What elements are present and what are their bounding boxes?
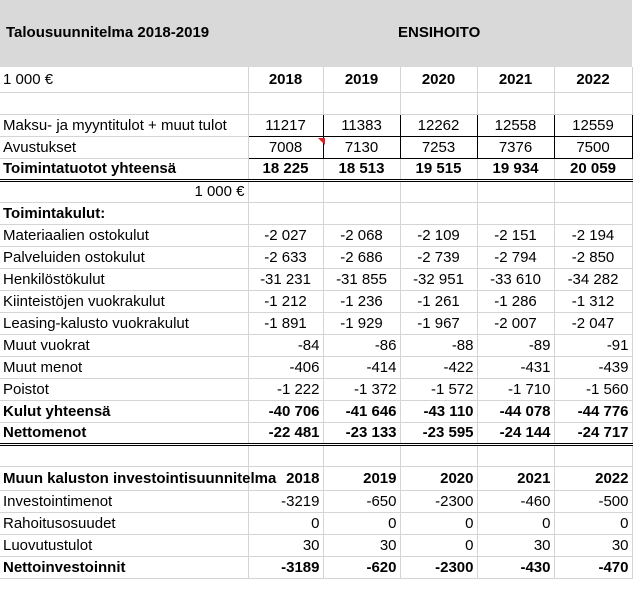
value-cell: -439: [554, 356, 632, 378]
value-cell: -31 855: [323, 268, 400, 290]
value-cell: 30: [554, 534, 632, 556]
unit-row: [0, 180, 632, 202]
value-cell: 11383: [323, 114, 400, 136]
value-cell: -24 717: [554, 422, 632, 444]
value-cell: 11217: [248, 114, 323, 136]
value-cell: -33 610: [477, 268, 554, 290]
value-cell: 0: [400, 534, 477, 556]
value-cell: 30: [323, 534, 400, 556]
value-cell: -40 706: [248, 400, 323, 422]
empty-row: [0, 92, 632, 114]
value-cell: 18 513: [323, 158, 400, 180]
value-cell: -406: [248, 356, 323, 378]
value-cell: -31 231: [248, 268, 323, 290]
row-label: Muut vuokrat: [0, 334, 248, 356]
value-cell: -1 212: [248, 290, 323, 312]
expense-row: [0, 312, 632, 334]
row-label: Nettomenot: [0, 422, 248, 444]
investment-row: [0, 534, 632, 556]
year-cell: 2019: [323, 466, 400, 490]
value-cell: -2 151: [477, 224, 554, 246]
budget-table: [0, 67, 633, 579]
value-cell: 7008: [248, 136, 323, 158]
value-cell: -34 282: [554, 268, 632, 290]
value-cell: -86: [323, 334, 400, 356]
value-cell: 7376: [477, 136, 554, 158]
value-cell: -84: [248, 334, 323, 356]
year-cell: 2018: [248, 466, 323, 490]
expense-row: [0, 356, 632, 378]
value-cell: 20 059: [554, 158, 632, 180]
value-cell: -1 891: [248, 312, 323, 334]
value-cell: 0: [400, 512, 477, 534]
year-cell: 2021: [477, 67, 554, 92]
row-label: Leasing-kalusto vuokrakulut: [0, 312, 248, 334]
value-cell: -2 739: [400, 246, 477, 268]
value-cell: -430: [477, 556, 554, 578]
year-cell: 2020: [400, 466, 477, 490]
value-cell: -460: [477, 490, 554, 512]
comment-indicator-icon[interactable]: [318, 138, 325, 145]
value-cell: 12558: [477, 114, 554, 136]
row-label: Toimintatuotot yhteensä: [0, 158, 248, 180]
sheet-header: [0, 0, 632, 67]
value-cell: -1 286: [477, 290, 554, 312]
value-cell: 12262: [400, 114, 477, 136]
row-label: Materiaalien ostokulut: [0, 224, 248, 246]
row-label: Palveluiden ostokulut: [0, 246, 248, 268]
value-cell: -1 312: [554, 290, 632, 312]
expense-row: [0, 268, 632, 290]
value-cell: -2 686: [323, 246, 400, 268]
row-label: Avustukset: [0, 136, 248, 158]
value-cell: -1 560: [554, 378, 632, 400]
value-cell: 7253: [400, 136, 477, 158]
value-cell: 30: [248, 534, 323, 556]
value-cell: -2 068: [323, 224, 400, 246]
value-cell: -2 850: [554, 246, 632, 268]
value-cell: 19 515: [400, 158, 477, 180]
value-cell: -1 572: [400, 378, 477, 400]
value-cell: -23 595: [400, 422, 477, 444]
value-cell: -44 078: [477, 400, 554, 422]
value-cell: 0: [248, 512, 323, 534]
value-cell: 7130: [323, 136, 400, 158]
value-cell: -41 646: [323, 400, 400, 422]
year-cell: 2021: [477, 466, 554, 490]
value-cell: -650: [323, 490, 400, 512]
sheet-title: Talousuunnitelma 2018-2019: [6, 24, 210, 41]
expense-row: [0, 378, 632, 400]
value-cell: -1 967: [400, 312, 477, 334]
year-header-row: [0, 67, 632, 92]
row-label: Luovutustulot: [0, 534, 248, 556]
value-cell: 30: [477, 534, 554, 556]
unit-name: ENSIHOITO: [398, 24, 481, 41]
value-cell: -2 109: [400, 224, 477, 246]
row-label: Investointimenot: [0, 490, 248, 512]
expenses-total-row: [0, 400, 632, 422]
value-cell: 12559: [554, 114, 632, 136]
row-label: Maksu- ja myyntitulot + muut tulot: [0, 114, 248, 136]
section-heading: Toimintakulut:: [0, 202, 248, 224]
value-cell: -32 951: [400, 268, 477, 290]
year-cell: 2022: [554, 67, 632, 92]
value-cell: -89: [477, 334, 554, 356]
value-cell: 7500: [554, 136, 632, 158]
expense-row: [0, 224, 632, 246]
value-cell: 0: [323, 512, 400, 534]
value-cell: -2 794: [477, 246, 554, 268]
value-cell: -500: [554, 490, 632, 512]
value-cell: 0: [477, 512, 554, 534]
unit-label: 1 000 €: [0, 180, 248, 202]
value-cell: -24 144: [477, 422, 554, 444]
value-cell: 0: [554, 512, 632, 534]
value-cell: -23 133: [323, 422, 400, 444]
value-cell: -1 222: [248, 378, 323, 400]
value-cell: -414: [323, 356, 400, 378]
empty-row: [0, 444, 632, 466]
net-investments-row: [0, 556, 632, 578]
value-cell: -2 194: [554, 224, 632, 246]
value-cell: -422: [400, 356, 477, 378]
year-cell: 2019: [323, 67, 400, 92]
value-cell: -1 261: [400, 290, 477, 312]
value-cell: -2 047: [554, 312, 632, 334]
income-total-row: [0, 158, 632, 180]
value-cell: -1 372: [323, 378, 400, 400]
section-heading: Muun kaluston investointisuunnitelma: [0, 466, 248, 490]
value-cell: -2300: [400, 490, 477, 512]
currency-label: 1 000 €: [0, 67, 248, 92]
value-cell: -2 007: [477, 312, 554, 334]
net-expenses-row: [0, 422, 632, 444]
year-cell: 2020: [400, 67, 477, 92]
row-label: Kulut yhteensä: [0, 400, 248, 422]
value-cell: -2300: [400, 556, 477, 578]
row-label: Kiinteistöjen vuokrakulut: [0, 290, 248, 312]
value-cell: -22 481: [248, 422, 323, 444]
income-row: [0, 114, 632, 136]
row-label: Rahoitusosuudet: [0, 512, 248, 534]
value-cell: -2 027: [248, 224, 323, 246]
year-cell: 2018: [248, 67, 323, 92]
value-cell: -88: [400, 334, 477, 356]
expense-row: [0, 334, 632, 356]
value-cell: -91: [554, 334, 632, 356]
year-cell: 2022: [554, 466, 632, 490]
value-cell: -1 236: [323, 290, 400, 312]
value-cell: -1 929: [323, 312, 400, 334]
row-label: Nettoinvestoinnit: [0, 556, 248, 578]
value-cell: -620: [323, 556, 400, 578]
value-cell: 19 934: [477, 158, 554, 180]
row-label: Poistot: [0, 378, 248, 400]
row-label: Henkilöstökulut: [0, 268, 248, 290]
expense-row: [0, 246, 632, 268]
value-cell: -2 633: [248, 246, 323, 268]
investments-heading-row: [0, 466, 632, 490]
expenses-heading-row: [0, 202, 632, 224]
row-label: Muut menot: [0, 356, 248, 378]
value-cell: -431: [477, 356, 554, 378]
value-cell: -3189: [248, 556, 323, 578]
investment-row: [0, 490, 632, 512]
value-cell: -1 710: [477, 378, 554, 400]
investment-row: [0, 512, 632, 534]
expense-row: [0, 290, 632, 312]
value-cell: -44 776: [554, 400, 632, 422]
value-cell: 18 225: [248, 158, 323, 180]
income-row: [0, 136, 632, 158]
value-cell: -43 110: [400, 400, 477, 422]
value-cell: -470: [554, 556, 632, 578]
value-cell: -3219: [248, 490, 323, 512]
